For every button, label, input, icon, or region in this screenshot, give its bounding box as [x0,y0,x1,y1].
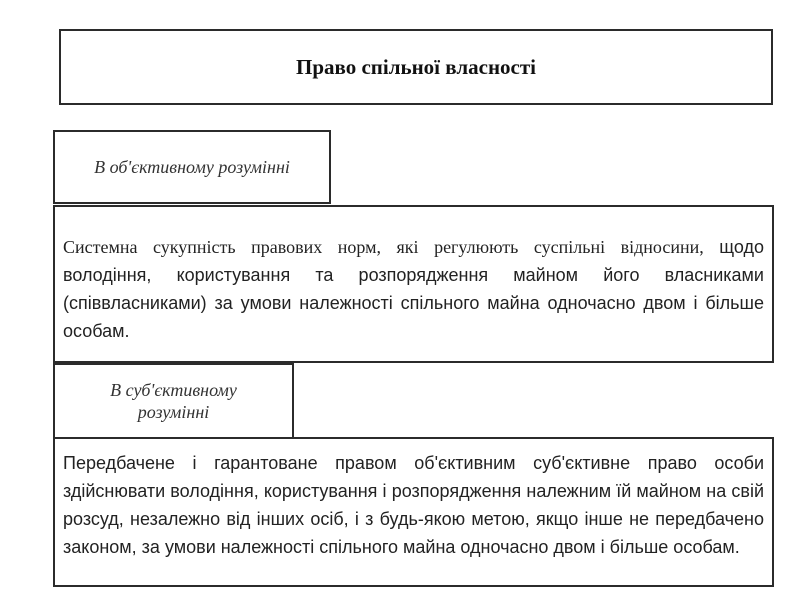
objective-description-box [53,205,774,363]
subjective-label-box [53,363,294,439]
objective-description [63,233,764,345]
diagram-title: Право спільної власності [295,54,537,79]
title-box [59,29,773,105]
objective-label-box [53,130,331,204]
objective-description-rest: щодо володіння, користування та розпорядження майном його власниками (співвласниками) за умови належності спільного майна одночасно двом і більше особам. [63,237,765,341]
objective-description-first-line: Системна сукупність правових норм, які регулюють суспільні відносини, [63,237,704,257]
subjective-description-box [53,437,774,587]
subjective-label: В суб'єктивному розумінні [110,380,237,422]
objective-label: В об'єктивному розумінні [94,157,290,177]
subjective-description: Передбачене і гарантоване правом об'єктивним суб'єктивне право особи здійснювати володіння, користування і розпорядження належним їй майном на свій розсуд, незалежно від інших осіб, і з будь-якою метою, якщо інше не передбачено законом, за умови належності спільного майна одночасно двом і більше особам. [63,453,764,557]
